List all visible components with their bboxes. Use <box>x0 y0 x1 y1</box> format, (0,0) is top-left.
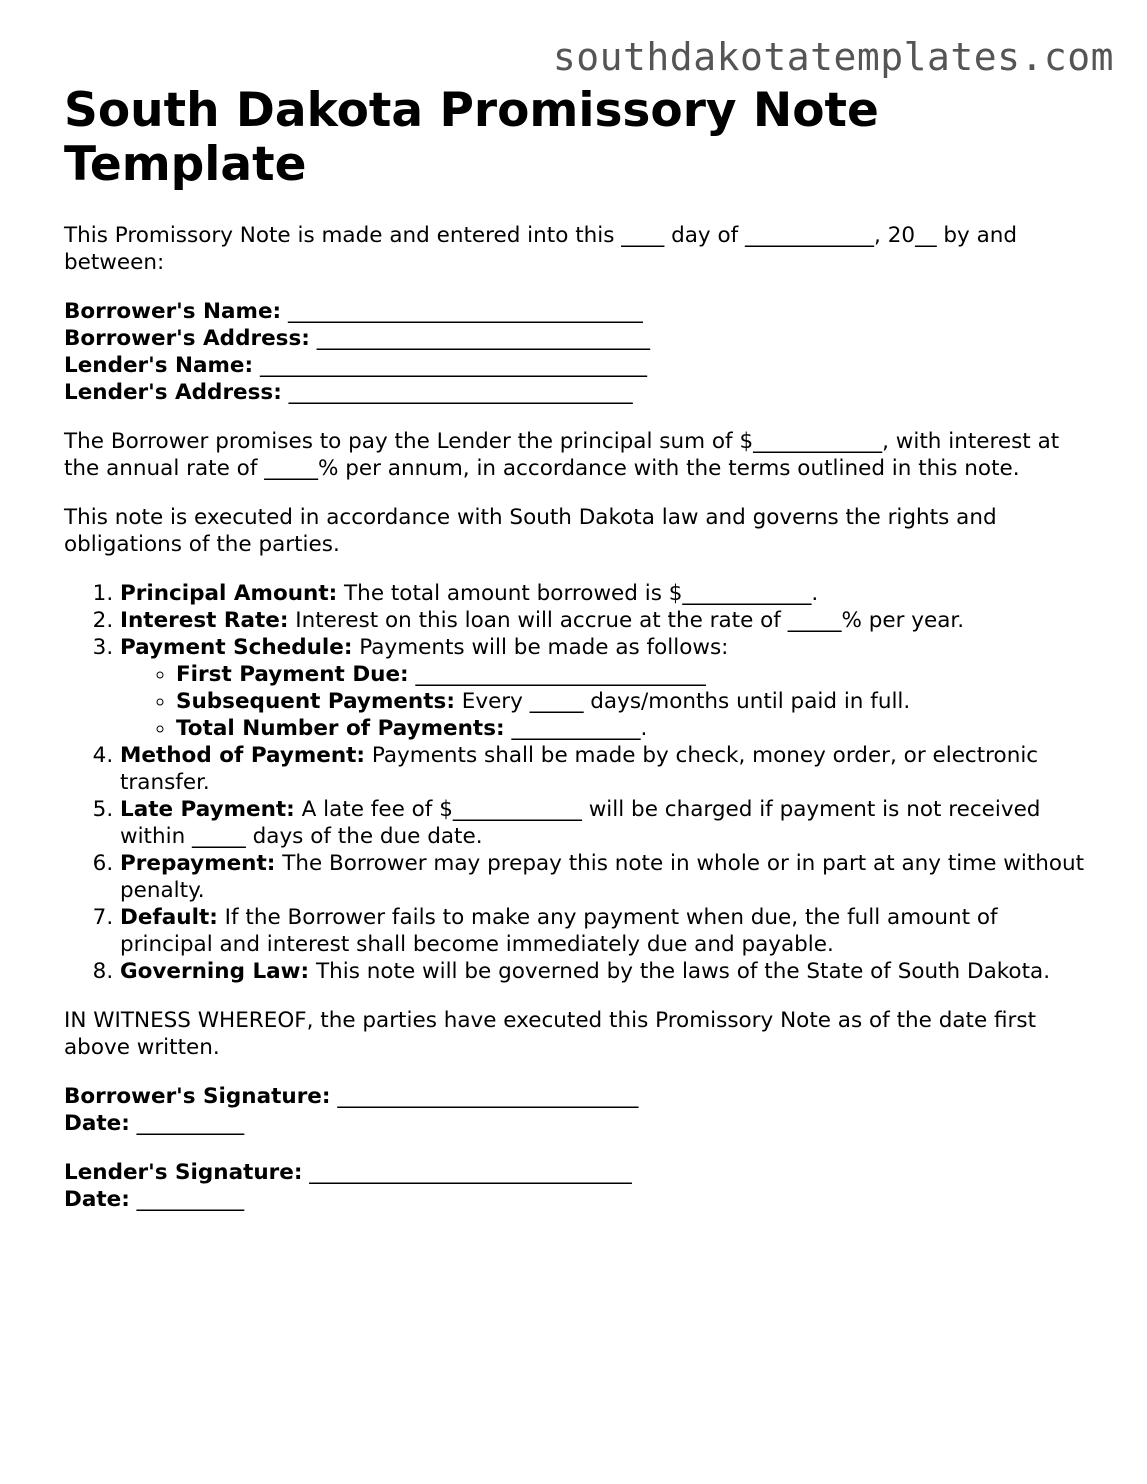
lender-signature-block <box>64 1159 1094 1213</box>
lender-name-field <box>64 352 1094 379</box>
intro-paragraph: This Promissory Note is made and entered into this ____ day of ____________, 20__ by and between: <box>64 223 1018 275</box>
date-label: Date: <box>64 1111 130 1136</box>
term-late-payment <box>120 796 1094 850</box>
principal-paragraph: The Borrower promises to pay the Lender the principal sum of $____________, with interest at the annual rate of _____% per annum, in accordance with the terms outlined in this note. <box>64 429 1060 481</box>
term-governing-law <box>120 958 1094 985</box>
field-label: Borrower's Name: <box>64 299 282 324</box>
term-default <box>120 904 1094 958</box>
term-principal-amount <box>120 580 1094 607</box>
field-blank: ________________________________ <box>288 380 633 405</box>
field-label: Lender's Name: <box>64 353 254 378</box>
borrower-address-field <box>64 325 1094 352</box>
signature-label: Lender's Signature: <box>64 1160 303 1185</box>
date-label: Date: <box>64 1187 130 1212</box>
schedule-label: Total Number of Payments: <box>176 716 505 741</box>
schedule-subsequent-payments <box>176 688 1094 715</box>
field-blank: _________________________________ <box>287 299 643 324</box>
term-text: This note will be governed by the laws of the State of South Dakota. <box>309 959 1051 984</box>
term-text: The total amount borrowed is $____________. <box>337 581 819 606</box>
lender-signature-line <box>64 1159 1094 1186</box>
term-interest-rate <box>120 607 1094 634</box>
schedule-text: ____________. <box>504 716 648 741</box>
field-label: Borrower's Address: <box>64 326 310 351</box>
lender-date-line <box>64 1186 1094 1213</box>
page-title: South Dakota Promissory Note Template <box>64 83 879 192</box>
law-paragraph: This note is executed in accordance with South Dakota law and governs the rights and obligations of the parties. <box>64 505 997 557</box>
term-text: Payments will be made as follows: <box>352 635 729 660</box>
borrower-date-line <box>64 1110 1094 1137</box>
field-blank: _______________________________ <box>316 326 650 351</box>
field-label: Lender's Address: <box>64 380 282 405</box>
term-text: A late fee of $____________ will be charged if payment is not received within _____ days of the due date. <box>120 797 1041 849</box>
schedule-label: First Payment Due: <box>176 662 409 687</box>
document-page <box>64 84 1094 1235</box>
field-blank: ____________________________________ <box>259 353 647 378</box>
witness-paragraph: IN WITNESS WHEREOF, the parties have executed this Promissory Note as of the date first above written. <box>64 1008 1037 1060</box>
term-text: If the Borrower fails to make any payment when due, the full amount of principal and interest shall become immediately due and payable. <box>120 905 998 957</box>
signature-blank: ______________________________ <box>309 1160 632 1185</box>
borrower-signature-line <box>64 1083 1094 1110</box>
term-label: Default: <box>120 905 218 930</box>
schedule-list <box>120 661 1094 742</box>
party-fields <box>64 298 1094 406</box>
term-label: Late Payment: <box>120 797 295 822</box>
term-prepayment <box>120 850 1094 904</box>
term-label: Principal Amount: <box>120 581 338 606</box>
schedule-first-payment <box>176 661 1094 688</box>
schedule-total-payments <box>176 715 1094 742</box>
schedule-text: Every _____ days/months until paid in full. <box>454 689 911 714</box>
borrower-name-field <box>64 298 1094 325</box>
lender-address-field <box>64 379 1094 406</box>
term-payment-schedule <box>120 634 1094 742</box>
term-text: The Borrower may prepay this note in whole or in part at any time without penalty. <box>120 851 1085 903</box>
term-label: Interest Rate: <box>120 608 289 633</box>
borrower-signature-block <box>64 1083 1094 1137</box>
signature-blank: ____________________________ <box>337 1084 639 1109</box>
schedule-text: ___________________________ <box>408 662 706 687</box>
date-blank: __________ <box>136 1187 245 1212</box>
term-text: Interest on this loan will accrue at the rate of _____% per year. <box>288 608 965 633</box>
date-blank: __________ <box>136 1111 245 1136</box>
term-label: Method of Payment: <box>120 743 366 768</box>
terms-list <box>64 580 1094 985</box>
term-label: Governing Law: <box>120 959 310 984</box>
term-method-of-payment <box>120 742 1094 796</box>
term-text: Payments shall be made by check, money order, or electronic transfer. <box>120 743 1039 795</box>
term-label: Payment Schedule: <box>120 635 353 660</box>
term-label: Prepayment: <box>120 851 276 876</box>
schedule-label: Subsequent Payments: <box>176 689 455 714</box>
watermark: southdakotatemplates.com <box>552 35 1114 79</box>
signature-label: Borrower's Signature: <box>64 1084 331 1109</box>
